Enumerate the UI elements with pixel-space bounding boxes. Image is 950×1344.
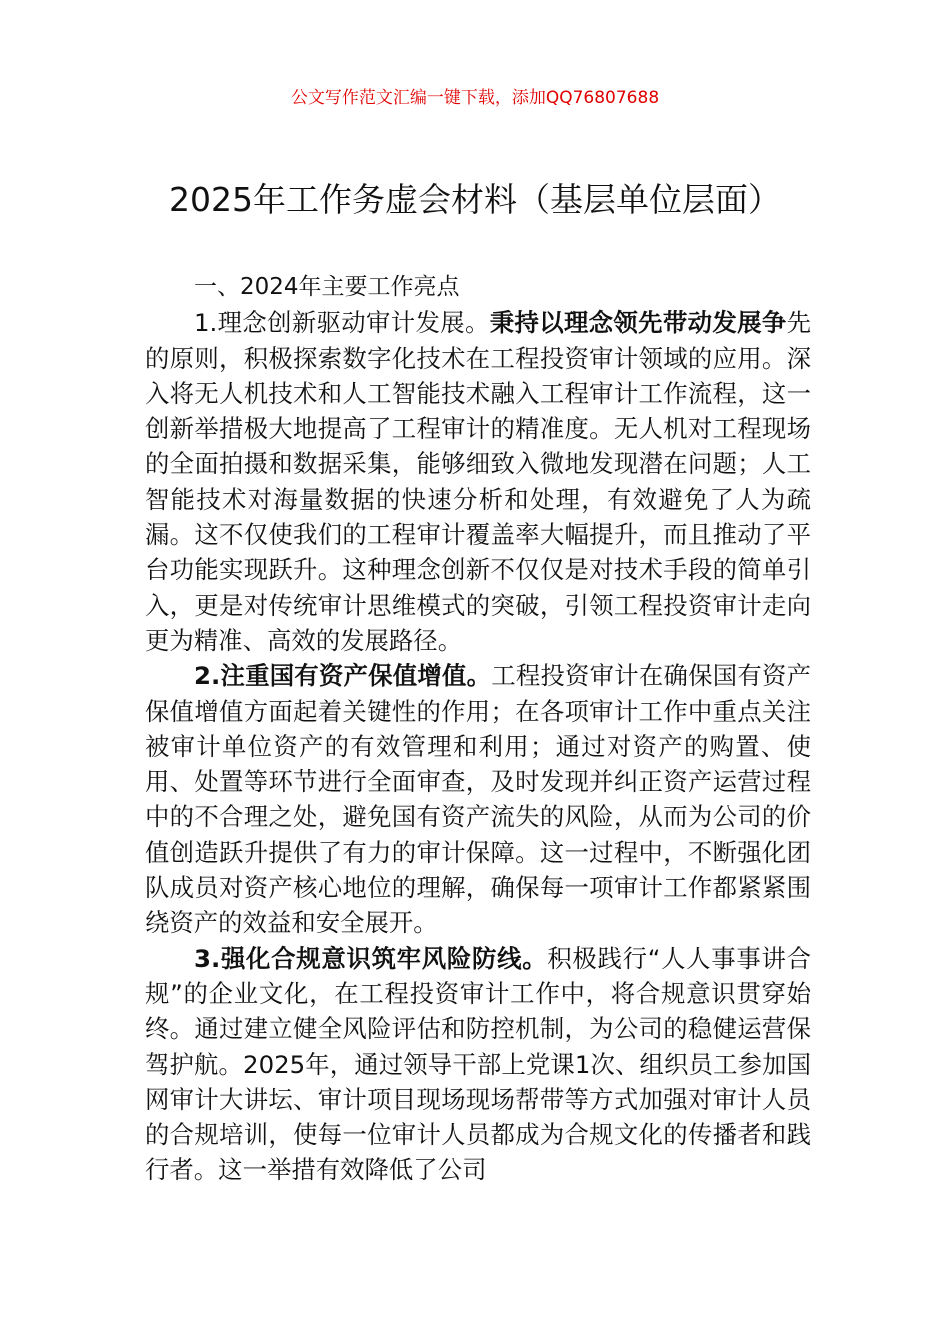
paragraph-1-bold-lead: 秉持以理念领先带动发展争 <box>489 308 787 338</box>
paragraph-1-text: 先的原则，积极探索数字化技术在工程投资审计领域的应用。深入将无人机技术和人工智能技术融入工程审计工作流程，这一创新举措极大地提高了工程审计的精准度。无人机对工程现场的全面拍摄和数据采集，能够细致入微地发现潜在问题；人工智能技术对海量数据的快速分析和处理，有效避免了人为疏漏。这不仅使我们的工程审计覆盖率大幅提升，而且推动了平台功能实现跃升。这种理念创新不仅仅是对技术手段的简单引入，更是对传统审计思维模式的突破，引领工程投资审计走向更为精准、高效的发展路径。 <box>145 308 811 655</box>
document-title: 2025年工作务虚会材料（基层单位层面） <box>169 180 781 219</box>
paragraph-3-text: 积极践行“人人事事讲合规”的企业文化，在工程投资审计工作中，将合规意识贯穿始终。通过建立健全风险评估和防控机制，为公司的稳健运营保驾护航。2025年，通过领导干部上党课1次、组织员工参加国网审计大讲坛、审计项目现场现场帮带等方式加强对审计人员的合规培训，使每一位审计人员都成为合规文化的传播者和践行者。这一举措有效降低了公司 <box>145 943 811 1185</box>
paragraph-1-lead: 理念创新驱动审计发展。 <box>217 308 490 338</box>
section-heading: 一、2024年主要工作亮点 <box>194 274 460 300</box>
paragraph-1 <box>145 305 811 658</box>
download-notice: 公文写作范文汇编一键下载，添加QQ76807688 <box>290 88 660 108</box>
document-body <box>145 270 811 1188</box>
paragraph-3 <box>145 941 811 1188</box>
paragraph-1-number: 1. <box>194 308 218 338</box>
paragraph-3-bold-lead: 3.强化合规意识筑牢风险防线。 <box>194 943 548 973</box>
paragraph-2 <box>145 658 811 940</box>
paragraph-2-text: 工程投资审计在确保国有资产保值增值方面起着关键性的作用；在各项审计工作中重点关注被审计单位资产的有效管理和利用；通过对资产的购置、使用、处置等环节进行全面审查，及时发现并纠正资产运营过程中的不合理之处，避免国有资产流失的风险，从而为公司的价值创造跃升提供了有力的审计保障。这一过程中，不断强化团队成员对资产核心地位的理解，确保每一项审计工作都紧紧围绕资产的效益和安全展开。 <box>145 661 811 938</box>
paragraph-2-bold-lead: 2.注重国有资产保值增值。 <box>194 661 492 691</box>
